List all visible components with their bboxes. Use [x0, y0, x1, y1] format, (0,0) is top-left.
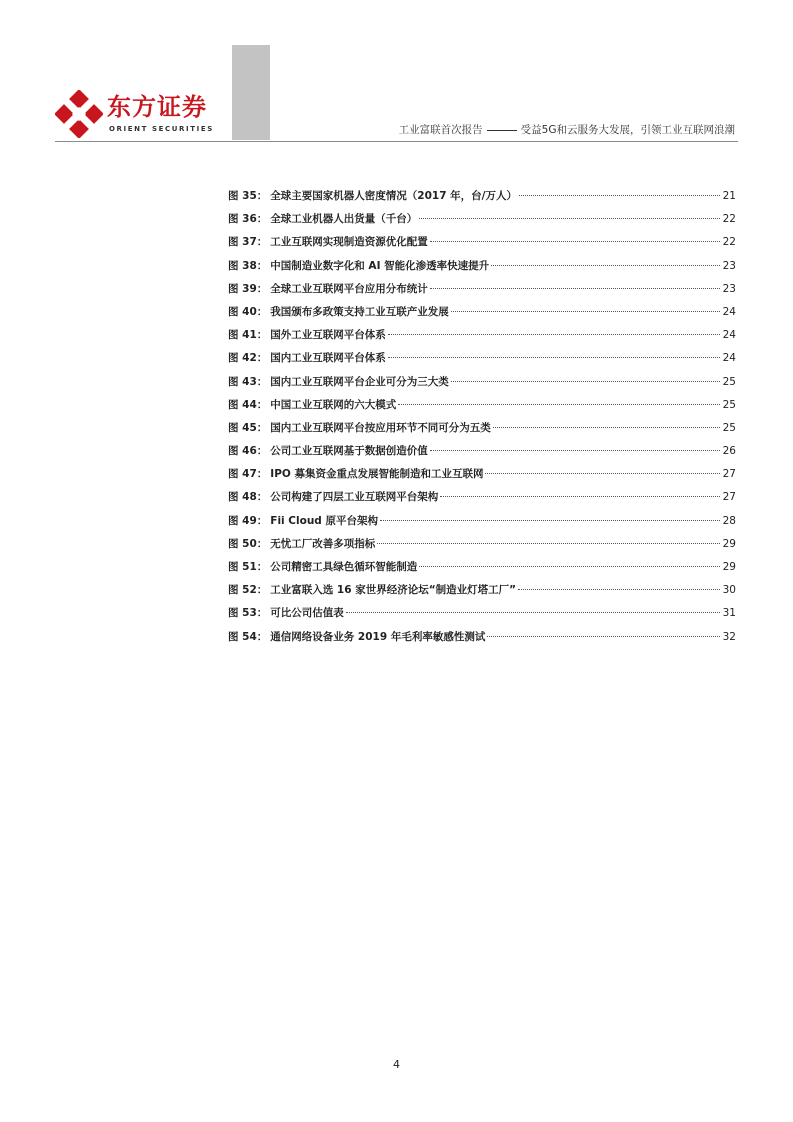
toc-entry[interactable]: [228, 398, 736, 421]
toc-entry-title: 公司构建了四层工业互联网平台架构: [270, 491, 439, 504]
toc-entry-title: 工业互联网实现制造资源优化配置: [270, 236, 428, 249]
toc-leader-dots: [377, 543, 720, 544]
toc-entry-label: 图 45：: [228, 421, 268, 434]
toc-entry-label: 图 39：: [228, 282, 268, 295]
toc-entry-title: 工业富联入选 16 家世界经济论坛“制造业灯塔工厂”: [270, 584, 517, 597]
toc-entry-label: 图 35：: [228, 190, 268, 202]
page-number: 4: [393, 1058, 400, 1071]
toc-leader-dots: [493, 427, 720, 428]
toc-leader-dots: [485, 473, 720, 474]
toc-entry-label: 图 53：: [228, 607, 268, 620]
toc-entry-label: 图 48：: [228, 491, 268, 504]
toc-leader-dots: [346, 612, 720, 613]
toc-entry-label: 图 43：: [228, 375, 268, 388]
toc-leader-dots: [398, 404, 720, 405]
toc-entry-page: 25: [722, 398, 736, 411]
toc-entry-title: 国内工业互联网平台按应用环节不同可分为五类: [270, 421, 491, 434]
toc-entry[interactable]: [228, 444, 736, 467]
toc-entry-page: 21: [722, 190, 736, 202]
toc-entry-title: 国内工业互联网平台企业可分为三大类: [270, 375, 449, 388]
toc-entry-page: 23: [722, 259, 736, 272]
logo-mark-icon: [55, 90, 103, 138]
toc-entry-page: 24: [722, 352, 736, 365]
toc-entry[interactable]: [228, 583, 736, 606]
company-logo: [55, 90, 225, 138]
toc-leader-dots: [430, 288, 720, 289]
toc-entry-page: 22: [722, 236, 736, 249]
toc-entry-page: 25: [722, 375, 736, 388]
toc-leader-dots: [430, 241, 720, 242]
toc-leader-dots: [388, 334, 720, 335]
toc-entry-label: 图 38：: [228, 259, 268, 272]
figure-list: [228, 189, 736, 653]
toc-entry-page: 24: [722, 329, 736, 342]
toc-entry[interactable]: [228, 630, 736, 653]
toc-leader-dots: [419, 218, 720, 219]
toc-entry-title: 中国制造业数字化和 AI 智能化渗透率快速提升: [270, 259, 490, 272]
toc-entry[interactable]: [228, 606, 736, 629]
toc-leader-dots: [451, 311, 720, 312]
toc-entry[interactable]: [228, 560, 736, 583]
toc-entry-page: 25: [722, 421, 736, 434]
toc-entry-page: 29: [722, 561, 736, 573]
toc-entry[interactable]: [228, 537, 736, 560]
toc-entry-label: 图 36：: [228, 213, 268, 226]
toc-entry-title: IPO 募集资金重点发展智能制造和工业互联网: [270, 468, 484, 481]
report-subtitle: 受益5G和云服务大发展，引领工业互联网浪潮: [520, 124, 735, 136]
toc-entry-page: 29: [722, 537, 736, 550]
toc-entry-label: 图 49：: [228, 514, 268, 527]
report-type: 工业富联首次报告: [398, 124, 483, 136]
toc-entry-label: 图 37：: [228, 236, 268, 249]
toc-entry-title: 通信网络设备业务 2019 年毛利率敏感性测试: [270, 630, 486, 643]
toc-entry-page: 26: [722, 445, 736, 458]
toc-entry-label: 图 46：: [228, 445, 268, 458]
toc-entry-label: 图 41：: [228, 329, 268, 342]
toc-entry-label: 图 50：: [228, 537, 268, 550]
toc-entry-label: 图 51：: [228, 561, 268, 573]
toc-leader-dots: [380, 520, 720, 521]
toc-entry-page: 24: [722, 305, 736, 318]
toc-entry[interactable]: [228, 351, 736, 374]
toc-entry[interactable]: [228, 328, 736, 351]
logo-english-name: ORIENT SECURITIES: [109, 125, 214, 133]
toc-entry[interactable]: [228, 189, 736, 212]
toc-entry-page: 31: [722, 607, 736, 620]
toc-entry[interactable]: [228, 421, 736, 444]
header-dash: [487, 130, 517, 131]
toc-entry[interactable]: [228, 212, 736, 235]
logo-chinese-name: 东方证券: [107, 93, 207, 121]
toc-leader-dots: [388, 357, 720, 358]
toc-entry[interactable]: [228, 375, 736, 398]
toc-leader-dots: [519, 195, 720, 196]
toc-entry[interactable]: [228, 282, 736, 305]
toc-entry-title: 可比公司估值表: [270, 607, 344, 620]
toc-entry-title: 全球主要国家机器人密度情况（2017 年，台/万人）: [270, 190, 517, 202]
toc-entry-title: 无忧工厂改善多项指标: [270, 537, 376, 550]
header-gray-block: [232, 45, 270, 140]
toc-leader-dots: [430, 450, 720, 451]
header-divider: [55, 141, 738, 142]
toc-entry-title: 我国颁布多政策支持工业互联产业发展: [270, 305, 449, 318]
toc-entry-title: 公司精密工具绿色循环智能制造: [270, 561, 418, 573]
toc-entry-page: 32: [722, 630, 736, 643]
toc-entry-page: 28: [722, 514, 736, 527]
toc-leader-dots: [518, 589, 720, 590]
toc-leader-dots: [491, 265, 720, 266]
toc-entry-title: 全球工业互联网平台应用分布统计: [270, 282, 428, 295]
toc-entry-title: Fii Cloud 原平台架构: [270, 514, 378, 527]
toc-entry-page: 22: [722, 213, 736, 226]
toc-entry[interactable]: [228, 259, 736, 282]
toc-entry-label: 图 54：: [228, 630, 268, 643]
toc-entry-page: 27: [722, 468, 736, 481]
toc-entry-title: 公司工业互联网基于数据创造价值: [270, 445, 428, 458]
toc-entry-title: 中国工业互联网的六大模式: [270, 398, 397, 411]
toc-leader-dots: [487, 636, 720, 637]
toc-entry[interactable]: [228, 514, 736, 537]
toc-entry-title: 国外工业互联网平台体系: [270, 329, 386, 342]
toc-entry-page: 27: [722, 491, 736, 504]
toc-entry[interactable]: [228, 235, 736, 258]
toc-entry-label: 图 42：: [228, 352, 268, 365]
toc-entry[interactable]: [228, 305, 736, 328]
toc-entry-title: 国内工业互联网平台体系: [270, 352, 386, 365]
toc-entry-label: 图 40：: [228, 305, 268, 318]
toc-leader-dots: [419, 566, 720, 567]
toc-leader-dots: [440, 496, 720, 497]
toc-entry-page: 23: [722, 282, 736, 295]
toc-entry[interactable]: [228, 490, 736, 513]
toc-entry-label: 图 44：: [228, 398, 268, 411]
toc-entry-label: 图 47：: [228, 468, 268, 481]
toc-entry-title: 全球工业机器人出货量（千台）: [270, 213, 418, 226]
toc-entry-page: 30: [722, 584, 736, 597]
toc-entry-label: 图 52：: [228, 584, 268, 597]
toc-entry[interactable]: [228, 467, 736, 490]
report-header: [399, 123, 735, 137]
toc-leader-dots: [451, 381, 720, 382]
